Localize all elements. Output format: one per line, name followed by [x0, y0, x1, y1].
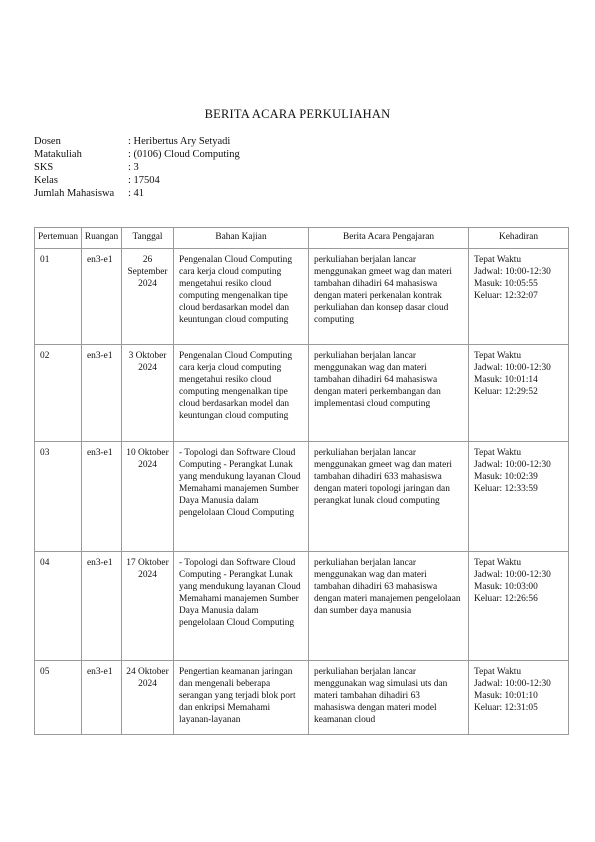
- cell-kehadiran: [469, 552, 569, 661]
- cell-pertemuan: 04: [35, 552, 82, 661]
- attendance-schedule: Jadwal: 10:00-12:30: [474, 459, 551, 470]
- info-label: Jumlah Mahasiswa: [34, 188, 115, 199]
- info-label: Dosen: [34, 136, 61, 147]
- cell-pertemuan: 01: [35, 249, 82, 345]
- cell-bahan-kajian: Pengenalan Cloud Computing cara kerja cloud computing mengetahui resiko cloud computing mengenalkan tipe cloud berdasarkan model dan keuntungan cloud computing: [174, 249, 309, 345]
- attendance-check-in: Masuk: 10:02:39: [474, 471, 538, 482]
- info-row-matakuliah: [34, 148, 240, 161]
- cell-kehadiran: [469, 442, 569, 552]
- info-row-dosen: [34, 135, 240, 148]
- attendance-check-out: Keluar: 12:29:52: [474, 386, 538, 397]
- cell-berita-acara: perkuliahan berjalan lancar menggunakan wag simulasi uts dan materi tambahan dihadiri 63 mahasiswa dengan materi model keamanan cloud: [309, 661, 469, 735]
- course-info: [34, 135, 240, 200]
- cell-pertemuan: 05: [35, 661, 82, 735]
- info-value: : (0106) Cloud Computing: [128, 149, 240, 160]
- cell-tanggal: 26 September 2024: [122, 249, 174, 345]
- cell-kehadiran: [469, 249, 569, 345]
- header-tanggal: Tanggal: [122, 228, 174, 249]
- header-ruangan: Ruangan: [82, 228, 122, 249]
- info-label: Matakuliah: [34, 149, 82, 160]
- attendance-schedule: Jadwal: 10:00-12:30: [474, 266, 551, 277]
- attendance-schedule: Jadwal: 10:00-12:30: [474, 362, 551, 373]
- info-label: Kelas: [34, 175, 58, 186]
- table-row: [35, 345, 569, 442]
- cell-ruangan: en3-e1: [82, 552, 122, 661]
- attendance-check-in: Masuk: 10:05:55: [474, 278, 538, 289]
- info-value: : 41: [128, 188, 145, 199]
- header-kehadiran: Kehadiran: [469, 228, 569, 249]
- cell-tanggal: 24 Oktober 2024: [122, 661, 174, 735]
- cell-berita-acara: perkuliahan berjalan lancar menggunakan gmeet wag dan materi tambahan dihadiri 633 mahasiswa dengan materi topologi jaringan dan perangkat lunak cloud computing: [309, 442, 469, 552]
- info-label: SKS: [34, 162, 54, 173]
- info-value: : Heribertus Ary Setyadi: [128, 136, 231, 147]
- cell-ruangan: en3-e1: [82, 661, 122, 735]
- header-bahan-kajian: Bahan Kajian: [174, 228, 309, 249]
- cell-ruangan: en3-e1: [82, 249, 122, 345]
- cell-tanggal: 17 Oktober 2024: [122, 552, 174, 661]
- cell-bahan-kajian: - Topologi dan Software Cloud Computing - Perangkat Lunak yang mendukung layanan Cloud Memahami manajemen Sumber Daya Manusia dalam pengelolaan Cloud Computing: [174, 442, 309, 552]
- attendance-check-in: Masuk: 10:03:00: [474, 581, 538, 592]
- header-pertemuan: Pertemuan: [35, 228, 82, 249]
- table-row: [35, 661, 569, 735]
- header-berita-acara: Berita Acara Pengajaran: [309, 228, 469, 249]
- attendance-status: Tepat Waktu: [474, 255, 522, 265]
- table-row: [35, 249, 569, 345]
- attendance-status: Tepat Waktu: [474, 351, 522, 361]
- cell-bahan-kajian: - Topologi dan Software Cloud Computing - Perangkat Lunak yang mendukung layanan Cloud Memahami manajemen Sumber Daya Manusia dalam pengelolaan Cloud Computing: [174, 552, 309, 661]
- info-row-sks: [34, 161, 240, 174]
- cell-ruangan: en3-e1: [82, 345, 122, 442]
- cell-kehadiran: [469, 661, 569, 735]
- cell-bahan-kajian: Pengertian keamanan jaringan dan mengenali beberapa serangan yang terjadi blok port dan enkripsi Memahami layanan-layanan: [174, 661, 309, 735]
- cell-tanggal: 10 Oktober 2024: [122, 442, 174, 552]
- attendance-check-out: Keluar: 12:33:59: [474, 483, 538, 494]
- attendance-check-out: Keluar: 12:32:07: [474, 290, 538, 301]
- attendance-check-out: Keluar: 12:31:05: [474, 702, 538, 713]
- table-row: [35, 442, 569, 552]
- table-header-row: [35, 228, 569, 249]
- cell-pertemuan: 03: [35, 442, 82, 552]
- info-value: : 3: [128, 162, 139, 173]
- attendance-status: Tepat Waktu: [474, 667, 522, 677]
- attendance-check-in: Masuk: 10:01:10: [474, 690, 538, 701]
- attendance-schedule: Jadwal: 10:00-12:30: [474, 678, 551, 689]
- lecture-log-table: [34, 227, 569, 735]
- attendance-schedule: Jadwal: 10:00-12:30: [474, 569, 551, 580]
- page-title: BERITA ACARA PERKULIAHAN: [204, 107, 391, 121]
- cell-berita-acara: perkuliahan berjalan lancar menggunakan gmeet wag dan materi tambahan dihadiri 64 mahasiswa dengan materi perkenalan kontrak perkuliahan dan konsep dasar cloud computing: [309, 249, 469, 345]
- cell-ruangan: en3-e1: [82, 442, 122, 552]
- attendance-check-out: Keluar: 12:26:56: [474, 593, 538, 604]
- attendance-status: Tepat Waktu: [474, 558, 522, 568]
- cell-berita-acara: perkuliahan berjalan lancar menggunakan wag dan materi tambahan dihadiri 64 mahasiswa dengan materi perkembangan dan implementasi cloud computing: [309, 345, 469, 442]
- cell-kehadiran: [469, 345, 569, 442]
- cell-pertemuan: 02: [35, 345, 82, 442]
- info-row-jumlah-mahasiswa: [34, 187, 240, 200]
- info-row-kelas: [34, 174, 240, 187]
- attendance-status: Tepat Waktu: [474, 448, 522, 458]
- cell-tanggal: 3 Oktober 2024: [122, 345, 174, 442]
- cell-bahan-kajian: Pengenalan Cloud Computing cara kerja cloud computing mengetahui resiko cloud computing mengenalkan tipe cloud berdasarkan model dan keuntungan cloud computing: [174, 345, 309, 442]
- cell-berita-acara: perkuliahan berjalan lancar menggunakan wag dan materi tambahan dihadiri 63 mahasiswa dengan materi manajemen pengelolaan dan sumber daya manusia: [309, 552, 469, 661]
- table-row: [35, 552, 569, 661]
- info-value: : 17504: [128, 175, 160, 186]
- attendance-check-in: Masuk: 10:01:14: [474, 374, 538, 385]
